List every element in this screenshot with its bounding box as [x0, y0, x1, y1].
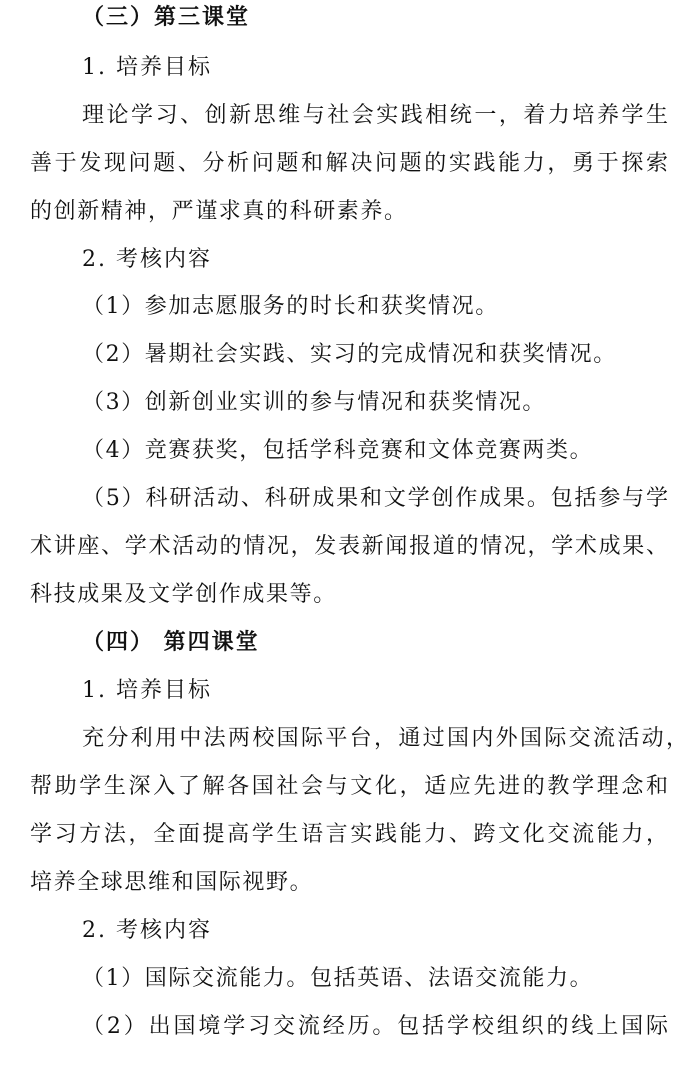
section-3-item-1: （1）参加志愿服务的时长和获奖情况。: [82, 294, 499, 319]
section-3-item-3: （3）创新创业实训的参与情况和获奖情况。: [82, 390, 546, 415]
section-4-goal-line-4: 培养全球思维和国际视野。: [30, 870, 314, 895]
section-4-goal-line-3: 学习方法，全面提高学生语言实践能力、跨文化交流能力，: [30, 822, 668, 847]
section-4-goal-line-2: 帮助学生深入了解各国社会与文化，适应先进的教学理念和: [30, 774, 668, 799]
section-3-item-4: （4）竞赛获奖，包括学科竞赛和文体竞赛两类。: [82, 438, 594, 463]
section-3-item-2: （2）暑期社会实践、实习的完成情况和获奖情况。: [82, 342, 617, 367]
section-3-goal-line-2: 善于发现问题、分析问题和解决问题的实践能力，勇于探索: [30, 151, 668, 176]
section-4-assessment-heading: 2. 考核内容: [82, 918, 212, 943]
section-4-title: （四） 第四课堂: [82, 630, 260, 655]
section-3-item-5-line-3: 科技成果及文学创作成果等。: [30, 582, 337, 607]
section-4-item-2: （2）出国境学习交流经历。包括学校组织的线上国际: [82, 1014, 668, 1039]
section-3-goal-line-3: 的创新精神，严谨求真的科研素养。: [30, 199, 408, 224]
section-3-item-5-line-1: （5）科研活动、科研成果和文学创作成果。包括参与学: [82, 486, 668, 511]
section-4-goal-heading: 1. 培养目标: [82, 678, 212, 703]
section-3-goal-heading: 1. 培养目标: [82, 55, 212, 80]
section-3-item-5-line-2: 术讲座、学术活动的情况，发表新闻报道的情况，学术成果、: [30, 534, 668, 559]
section-3-assessment-heading: 2. 考核内容: [82, 247, 212, 272]
section-3-goal-line-1: 理论学习、创新思维与社会实践相统一，着力培养学生: [82, 103, 668, 128]
section-4-item-1: （1）国际交流能力。包括英语、法语交流能力。: [82, 966, 594, 991]
section-4-goal-line-1: 充分利用中法两校国际平台，通过国内外国际交流活动，: [82, 726, 688, 751]
section-3-title: （三）第三课堂: [82, 5, 251, 30]
